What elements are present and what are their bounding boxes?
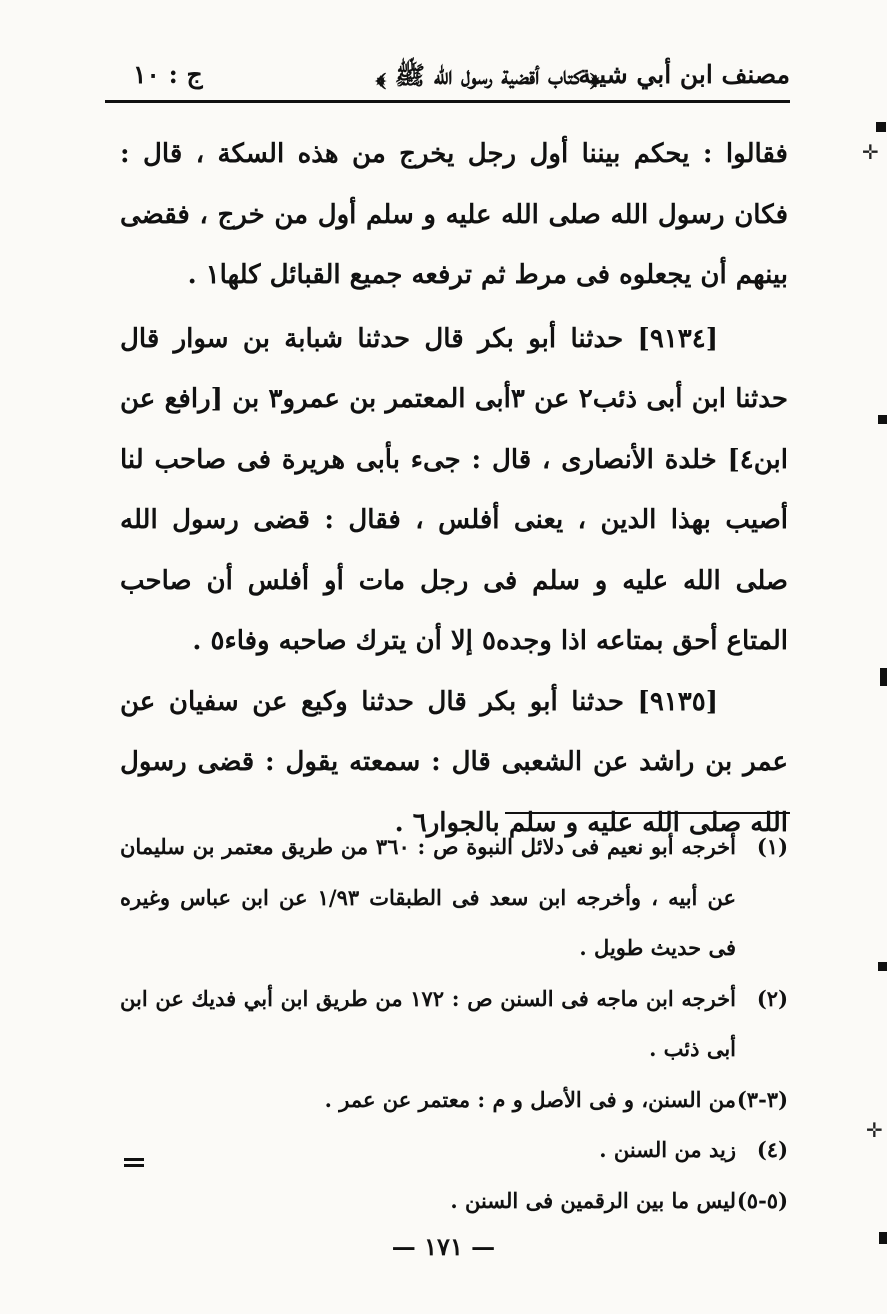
- footnote-number: (٤): [756, 1137, 788, 1162]
- running-header: [105, 52, 790, 98]
- scan-mark: [879, 1232, 887, 1244]
- footnote-number: (٢): [756, 985, 788, 1011]
- paragraph-continuation: فقالوا : يحكم بيننا أول رجل يخرج من هذه السكة ، قال : فكان رسول الله صلى الله عليه و سلم أول من خرج ، فقضى بينهم أن يجعلوه فى مرط ثم ترفعه جميع القبائل كلها١ .: [120, 139, 788, 290]
- footnote-4: [120, 1125, 788, 1176]
- footnote-text: أخرجه أبو نعيم فى دلائل النبوة ص : ٣٦٠ من طريق معتمر بن سليمان عن أبيه ، وأخرجه ابن سعد فى الطبقات ١/٩٣ عن ابن عباس وغيره فى حديث طويل .: [120, 834, 737, 960]
- footnotes: [120, 822, 788, 1226]
- footnote-number: (٥-٥): [736, 1187, 788, 1213]
- footnote-number: (١): [756, 834, 788, 859]
- header-chapter-title: ﴿ كتاب أقضية رسول الله ﷺ ﴾: [375, 61, 600, 90]
- crop-mark-icon: ✛: [866, 1118, 883, 1142]
- footnote-text: ليس ما بين الرقمين فى السنن .: [450, 1187, 736, 1213]
- hadith-9134: [120, 309, 788, 672]
- footnote-2: [120, 974, 788, 1075]
- footnote-5: [120, 1176, 788, 1227]
- footnote-text: من السنن، و فى الأصل و م : معتمر عن عمر .: [324, 1086, 736, 1112]
- crop-mark-icon: ✛: [862, 140, 879, 164]
- footnote-text: زيد من السنن .: [599, 1137, 736, 1162]
- footnote-text: أخرجه ابن ماجه فى السنن ص : ١٧٢ من طريق ابن أبي فديك عن ابن أبى ذئب .: [120, 985, 736, 1061]
- scan-mark: [880, 668, 887, 686]
- scan-mark: [878, 962, 887, 971]
- main-text: [120, 124, 788, 853]
- hadith-9134-text: [٩١٣٤] حدثنا أبو بكر قال حدثنا شبابة بن سوار قال حدثنا ابن أبى ذئب٢ عن ٣أبى المعتمر بن عمرو٣ بن [رافع عن ابن٤] خلدة الأنصارى ، قال : جىء بأبى هريرة فى صاحب لنا أصيب بهذا الدين ، يعنى أفلس ، فقال : قضى رسول الله صلى الله عليه و سلم فى رجل مات أو أفلس أن صاحب المتاع أحق بمتاعه اذا وجده٥ إلا أن يترك صاحبه وفاء٥ .: [120, 323, 788, 656]
- footnote-1: [120, 822, 788, 974]
- scan-mark: [878, 415, 887, 424]
- header-book-name: مصنف ابن أبي شيبة: [578, 60, 790, 89]
- footnote-3: [120, 1075, 788, 1126]
- footnote-divider: [505, 812, 790, 814]
- scan-mark: [876, 122, 886, 132]
- header-volume: ج : ١٠: [133, 60, 203, 89]
- footnote-number: (٣-٣): [736, 1086, 788, 1112]
- scan-mark: [124, 1158, 144, 1161]
- scan-mark: [124, 1164, 144, 1167]
- hadith-9135-text: [٩١٣٥] حدثنا أبو بكر قال حدثنا وكيع عن سفيان عن عمر بن راشد عن الشعبى قال : سمعته يقول : قضى رسول الله صلى الله عليه و سلم بالجوار٦ .: [120, 686, 788, 838]
- header-divider: [105, 100, 790, 103]
- page-number: — ١٧١ —: [391, 1232, 496, 1261]
